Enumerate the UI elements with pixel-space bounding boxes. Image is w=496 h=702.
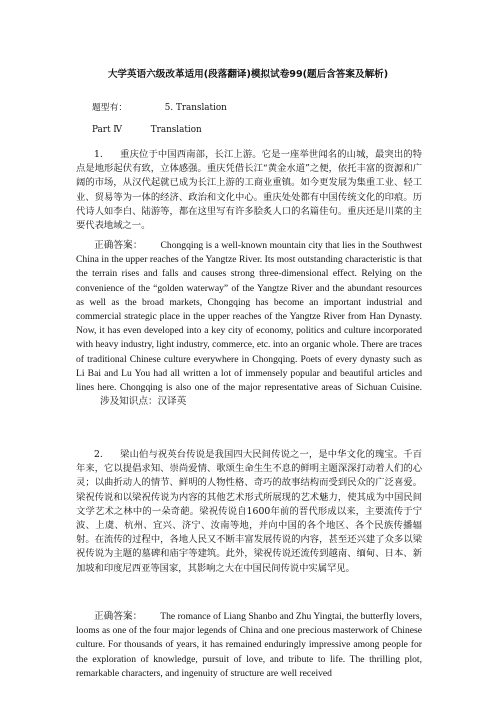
part-label: Part Ⅳ [92,125,123,135]
question-type-line [92,100,227,113]
part-value: Translation [150,125,202,135]
part-line [92,125,202,135]
item-1-knowledge-value: 汉译英 [157,396,187,408]
item-1-question-block [76,148,422,233]
question-type-value: 5. Translation [164,103,227,113]
item-2-question-block [76,448,422,576]
item-2-number: 2. [94,449,103,460]
item-1-answer-label: 正确答案： [94,240,143,251]
item-2-answer-label: 正确答案： [94,611,143,622]
item-1-number: 1. [94,149,103,160]
item-1-question: 重庆位于中国西南部，长江上游。它是一座举世闻名的山城，最突出的特点是地形起伏有致，立体感强。重庆凭借长江“黄金水道”之便，依托丰富的资源和广阔的市场，从汉代起就已成为长江上游的工商业重镇。如今更发展为集重工业、轻工业、贸易等为一体的经济、政治和文化中心。重庆处处都有中国传统文化的印痕。历代诗人如李白、陆游等，都在这里写有许多脍炙人口的名篇佳句。重庆还是川菜的主要代表地域之一。 [76,149,422,232]
item-2-answer-block [76,610,422,681]
item-2-question: 梁山伯与祝英台传说是我国四大民间传说之一，是中华文化的瑰宝。千百年来，它以提倡求知、崇尚爱情、歌颂生命生生不息的鲜明主题深深打动着人们的心灵；以曲折动人的情节、鲜明的人物性格、奇巧的故事结构而受到民众的广泛喜爱。梁祝传说和以梁祝传说为内容的其他艺术形式所展现的艺术魅力，使其成为中国民间文学艺术之林中的一朵奇葩。梁祝传说自1600年前的晋代形成以来，主要流传于宁波、上虞、杭州、宜兴、济宁、汝南等地，并向中国的各个地区、各个民族传播辐射。在流传的过程中，各地人民又不断丰富发展传说的内容，甚至还兴建了众多以梁祝传说为主题的墓碑和庙宇等建筑。此外，梁祝传说还流传到越南、缅甸、日本、新加坡和印度尼西亚等国家，其影响之大在中国民间传说中实属罕见。 [76,449,422,574]
item-1-answer-block [76,239,422,409]
document-title: 大学英语六级改革适用(段落翻译)模拟试卷99(题后含答案及解析) [107,69,389,80]
question-type-label: 题型有： [92,103,128,113]
item-1-answer: Chongqing is a well-known mountain city that lies in the Southwest China in the upper reaches of the Yangtze River. Its most outstanding characteristic is that the terrain rises and falls and causes strong three-dimensional effect. Relying on the convenience of the “golden waterway” of the Yangtze River and the abundant resources as well as the broad markets, Chongqing has become an important industrial and commercial strategic place in the upper reaches of the Yangtze River from Han Dynasty. Now, it has even developed into a key city of economy, politics and culture incorporated with heavy industry, light industry, commerce, etc. into an organic whole. There are traces of traditional Chinese culture everywhere in Chongqing. Poets of every dynasty such as Li Bai and Lu You had all written a lot of immensely popular and beautiful articles and lines here. Chongqing is also one of the major representative areas of Sichuan Cuisine. [76,240,423,394]
item-1-knowledge-label: 涉及知识点： [100,396,158,408]
item-2-answer: The romance of Liang Shanbo and Zhu Yingtai, the butterfly lovers, looms as one of the four major legends of China and one precious masterwork of Chinese culture. For thousands of years, it has remained enduringly impressive among people for the exploration of knowledge, pursuit of love, and tribute to life. The thrilling plot, remarkable characters, and ingenuity of structure are well received [76,611,422,679]
